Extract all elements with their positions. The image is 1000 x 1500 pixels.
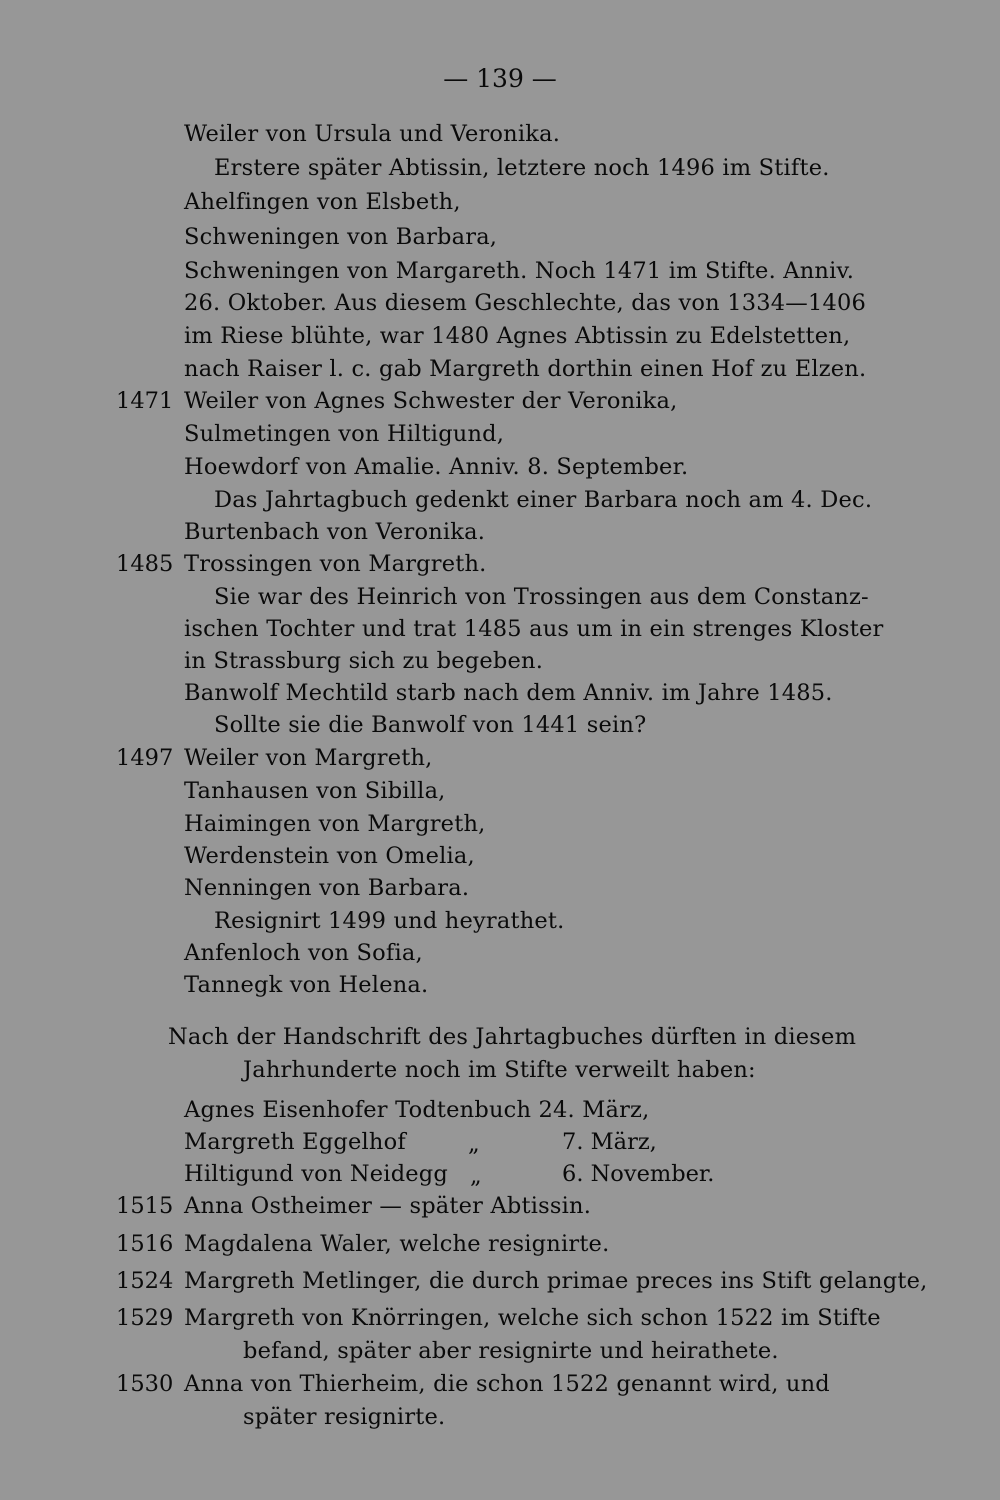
text-line: Anfenloch von Sofia,: [184, 940, 423, 966]
page-number: — 139 —: [443, 64, 557, 93]
text-line: in Strassburg sich zu begeben.: [184, 648, 544, 674]
text-line: Sie war des Heinrich von Trossingen aus dem Constanz-: [214, 584, 869, 610]
paragraph-line: Jahrhunderte noch im Stifte verweilt haben:: [243, 1057, 756, 1083]
text-line: Tanhausen von Sibilla,: [184, 778, 446, 804]
text-line: Das Jahrtagbuch gedenkt einer Barbara noch am 4. Dec.: [214, 487, 873, 513]
text-line: Erstere später Abtissin, letztere noch 1496 im Stifte.: [214, 155, 830, 181]
year-marker: 1497: [116, 745, 174, 771]
year-marker: 1516: [116, 1231, 174, 1257]
text-line: 6. November.: [562, 1161, 715, 1187]
text-line: Margreth Eggelhof: [184, 1129, 406, 1155]
text-line: Banwolf Mechtild starb nach dem Anniv. im Jahre 1485.: [184, 680, 833, 706]
text-line: Resignirt 1499 und heyrathet.: [214, 908, 565, 934]
text-line: Sulmetingen von Hiltigund,: [184, 421, 505, 447]
text-line: Haimingen von Margreth,: [184, 811, 486, 837]
text-line: ischen Tochter und trat 1485 aus um in ein strenges Kloster: [184, 616, 884, 642]
text-line: Margreth Metlinger, die durch primae preces ins Stift gelangte,: [184, 1268, 928, 1294]
year-marker: 1515: [116, 1193, 174, 1219]
text-line: Sollte sie die Banwolf von 1441 sein?: [214, 712, 647, 738]
text-line: später resignirte.: [243, 1404, 446, 1430]
paragraph-line: Nach der Handschrift des Jahrtagbuches dürften in diesem: [168, 1024, 857, 1050]
text-line: Magdalena Waler, welche resignirte.: [184, 1231, 610, 1257]
text-line: Margreth von Knörringen, welche sich schon 1522 im Stifte: [184, 1305, 881, 1331]
text-line: Schweningen von Margareth. Noch 1471 im Stifte. Anniv.: [184, 258, 855, 284]
text-line: Ahelfingen von Elsbeth,: [184, 189, 461, 215]
text-line: Weiler von Margreth,: [184, 745, 433, 771]
text-line: Burtenbach von Veronika.: [184, 519, 486, 545]
text-line: im Riese blühte, war 1480 Agnes Abtissin zu Edelstetten,: [184, 323, 851, 349]
text-line: Agnes Eisenhofer Todtenbuch 24. März,: [184, 1097, 650, 1123]
text-line: Schweningen von Barbara,: [184, 224, 498, 250]
text-line: Anna von Thierheim, die schon 1522 genannt wird, und: [184, 1371, 830, 1397]
year-marker: 1485: [116, 551, 174, 577]
year-marker: 1524: [116, 1268, 174, 1294]
text-line: Tannegk von Helena.: [184, 972, 429, 998]
year-marker: 1529: [116, 1305, 174, 1331]
text-line: befand, später aber resignirte und heirathete.: [243, 1338, 779, 1364]
text-line: 7. März,: [562, 1129, 657, 1155]
ditto-mark: „: [468, 1131, 480, 1157]
text-line: 26. Oktober. Aus diesem Geschlechte, das von 1334—1406: [184, 290, 867, 316]
text-line: nach Raiser l. c. gab Margreth dorthin einen Hof zu Elzen.: [184, 356, 867, 382]
ditto-mark: „: [470, 1163, 482, 1189]
year-marker: 1471: [116, 388, 174, 414]
text-line: Werdenstein von Omelia,: [184, 843, 475, 869]
text-line: Hoewdorf von Amalie. Anniv. 8. September.: [184, 454, 689, 480]
text-line: Weiler von Ursula und Veronika.: [184, 121, 561, 147]
text-line: Hiltigund von Neidegg: [184, 1161, 449, 1187]
text-line: Anna Ostheimer — später Abtissin.: [184, 1193, 592, 1219]
text-line: Weiler von Agnes Schwester der Veronika,: [184, 388, 678, 414]
year-marker: 1530: [116, 1371, 174, 1397]
text-line: Nenningen von Barbara.: [184, 875, 470, 901]
text-line: Trossingen von Margreth.: [184, 551, 487, 577]
